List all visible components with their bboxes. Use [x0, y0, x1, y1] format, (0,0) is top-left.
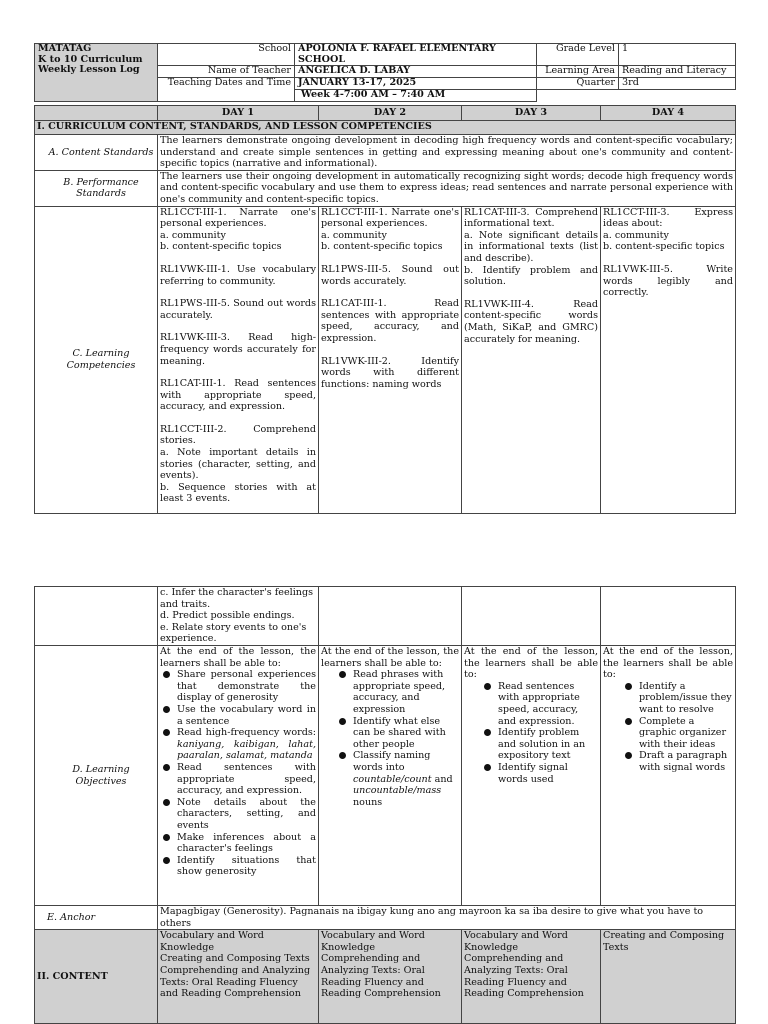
log-title: [35, 44, 158, 102]
competency-item: RL1PWS-III-5. Sound out words accurately.: [321, 263, 459, 287]
bullet-icon: [484, 764, 491, 771]
school-value: APOLONIA F. RAFAEL ELEMENTARY SCHOOL: [295, 44, 537, 66]
day2-header: DAY 2: [319, 106, 462, 121]
bullet-icon: [625, 752, 632, 759]
competencies-day3: [462, 206, 601, 513]
objective-item: Identify what else can be shared with other people: [353, 716, 459, 751]
quarter-value: 3rd: [619, 78, 736, 90]
bullet-icon: [163, 729, 170, 736]
bullet-icon: [163, 706, 170, 713]
objectives-intro: At the end of the lesson, the learners shall be able to:: [321, 646, 459, 669]
competency-item: RL1CCT-III-1. Narrate one's personal experiences. a. community b. content-specific topics: [321, 206, 459, 253]
competency-item: RL1CCT-III-3. Express ideas about: a. community b. content-specific topics: [603, 206, 733, 253]
objective-item: Read sentences with appropriate speed, accuracy, and expression.: [177, 762, 316, 797]
dates-value: JANUARY 13-17, 2025: [295, 78, 537, 90]
grade-label: Grade Level: [537, 44, 619, 66]
objective-item: Read sentences with appropriate speed, accuracy, and expression.: [498, 681, 598, 727]
competency-item: RL1CCT-III-2. Comprehend stories. a. Note important details in stories (character, setting, and events). b. Sequence stories with at least 3 events.: [160, 423, 316, 505]
competencies-day1-continued: c. Infer the character's feelings and traits. d. Predict possible endings. e. Relate story events to one's experience.: [158, 587, 319, 646]
lesson-table-part1: [34, 105, 736, 514]
bullet-icon: [163, 799, 170, 806]
objectives-label: D. Learning Objectives: [35, 646, 158, 906]
objective-item: Make inferences about a character's feelings: [177, 832, 316, 855]
area-value: Reading and Literacy: [619, 66, 736, 78]
content-standards-label: A. Content Standards: [35, 135, 158, 171]
objective-item: Share personal experiences that demonstrate the display of generosity: [177, 669, 316, 704]
objective-item: Identify problem and solution in an expository text: [498, 727, 598, 762]
competency-item: RL1CCT-III-1. Narrate one's personal experiences. a. community b. content-specific topics: [160, 206, 316, 253]
objective-item: Read phrases with appropriate speed, accuracy, and expression: [353, 669, 459, 715]
competency-item: RL1CAT-III-3. Comprehend informational text. a. Note significant details in informational texts (list and describe). b. Identify problem and solution.: [464, 206, 598, 288]
log-title-line2: K to 10 Curriculum: [38, 53, 143, 65]
content-day1: Vocabulary and Word Knowledge Creating and Composing Texts Comprehending and Analyzing Texts: Oral Reading Fluency and Reading Comprehension: [158, 930, 319, 1024]
bullet-icon: [163, 834, 170, 841]
teacher-label: Name of Teacher: [158, 66, 295, 78]
competency-item: RL1CAT-III-1. Read sentences with appropriate speed, accuracy, and expression.: [160, 378, 316, 413]
teacher-value: ANGELICA D. LABAY: [295, 66, 537, 78]
school-label: School: [158, 44, 295, 66]
bullet-icon: [163, 671, 170, 678]
section-curriculum-heading: I. CURRICULUM CONTENT, STANDARDS, AND LESSON COMPETENCIES: [35, 121, 736, 135]
objectives-day3: [462, 646, 601, 906]
anchor-text: Mapagbigay (Generosity). Pagnanais na ibigay kung ano ang mayroon ka sa iba desire to give what you have to others: [158, 906, 736, 930]
objective-item: Draft a paragraph with signal words: [639, 750, 733, 773]
log-title-line1: MATATAG: [38, 43, 92, 54]
bullet-icon: [484, 683, 491, 690]
competency-item: RL1PWS-III-5. Sound out words accurately.: [160, 298, 316, 321]
content-label: II. CONTENT: [35, 930, 158, 1024]
competency-item: RL1VWK-III-3. Read high-frequency words accurately for meaning.: [160, 332, 316, 367]
objectives-intro: At the end of the lesson, the learners shall be able to:: [603, 646, 733, 681]
competency-item: RL1CAT-III-1. Read sentences with appropriate speed, accuracy, and expression.: [321, 298, 459, 344]
bullet-icon: [625, 718, 632, 725]
competency-item: RL1VWK-III-5. Write words legibly and correctly.: [603, 263, 733, 299]
day4-header: DAY 4: [601, 106, 736, 121]
grade-value: 1: [619, 44, 736, 66]
log-title-line3: Weekly Lesson Log: [38, 64, 140, 76]
competencies-day1: [158, 206, 319, 513]
objective-text: Read high-frequency words: kaniyang, kaibigan, lahat, paaralan, salamat, matanda: [177, 727, 316, 762]
competency-item: RL1VWK-III-2. Identify words with different functions: naming words: [321, 355, 459, 390]
week-value: Week 4-7:00 AM – 7:40 AM: [295, 90, 537, 102]
area-label: Learning Area: [537, 66, 619, 78]
day3-header: DAY 3: [462, 106, 601, 121]
bullet-icon: [339, 752, 346, 759]
objective-item: Classify naming words into countable/count and uncountable/mass nouns: [353, 750, 459, 808]
bullet-icon: [163, 764, 170, 771]
bullet-icon: [339, 671, 346, 678]
content-standards-text: The learners demonstrate ongoing development in decoding high frequency words and content-specific vocabulary; understand and create simple sentences in getting and expressing meaning about one's community and content-specific topics (narrative and informational).: [158, 135, 736, 171]
bullet-icon: [625, 683, 632, 690]
bullet-icon: [339, 718, 346, 725]
objective-item: Complete a graphic organizer with their ideas: [639, 716, 733, 751]
objective-item: Identify a problem/issue they want to resolve: [639, 681, 733, 716]
anchor-label: E. Anchor: [35, 906, 158, 930]
objective-item: Note details about the characters, setting, and events: [177, 797, 316, 832]
content-day4: Creating and Composing Texts: [601, 930, 736, 1024]
lesson-table-part2: [34, 586, 736, 1024]
objective-item: Identify signal words used: [498, 762, 598, 785]
quarter-label: Quarter: [537, 78, 619, 90]
content-day2: Vocabulary and Word Knowledge Comprehending and Analyzing Texts: Oral Reading Fluency and Reading Comprehension: [319, 930, 462, 1024]
header-table: [34, 43, 736, 102]
objectives-day4: [601, 646, 736, 906]
competency-item: RL1VWK-III-1. Use vocabulary referring to community.: [160, 263, 316, 287]
objectives-intro: At the end of the lesson, the learners shall be able to:: [160, 646, 316, 669]
objective-item: [177, 727, 316, 762]
bullet-icon: [484, 729, 491, 736]
dates-label: Teaching Dates and Time: [158, 78, 295, 102]
objectives-day1: [158, 646, 319, 906]
objective-item: Identify situations that show generosity: [177, 855, 316, 878]
bullet-icon: [163, 857, 170, 864]
content-day3: Vocabulary and Word Knowledge Comprehending and Analyzing Texts: Oral Reading Fluency and Reading Comprehension: [462, 930, 601, 1024]
day1-header: DAY 1: [158, 106, 319, 121]
performance-standards-label: B. Performance Standards: [35, 170, 158, 206]
competencies-day2: [319, 206, 462, 513]
objective-item: Use the vocabulary word in a sentence: [177, 704, 316, 727]
objectives-intro: At the end of the lesson, the learners shall be able to:: [464, 646, 598, 681]
competency-item: RL1VWK-III-4. Read content-specific words (Math, SiKaP, and GMRC) accurately for meaning.: [464, 298, 598, 345]
competencies-label: C. Learning Competencies: [35, 206, 158, 513]
performance-standards-text: The learners use their ongoing development in automatically recognizing sight words; decode high frequency words and content-specific vocabulary and use them to express ideas; read sentences and narrate personal experience with one's community and content-specific topics.: [158, 170, 736, 206]
objectives-day2: [319, 646, 462, 906]
competencies-day4: [601, 206, 736, 513]
